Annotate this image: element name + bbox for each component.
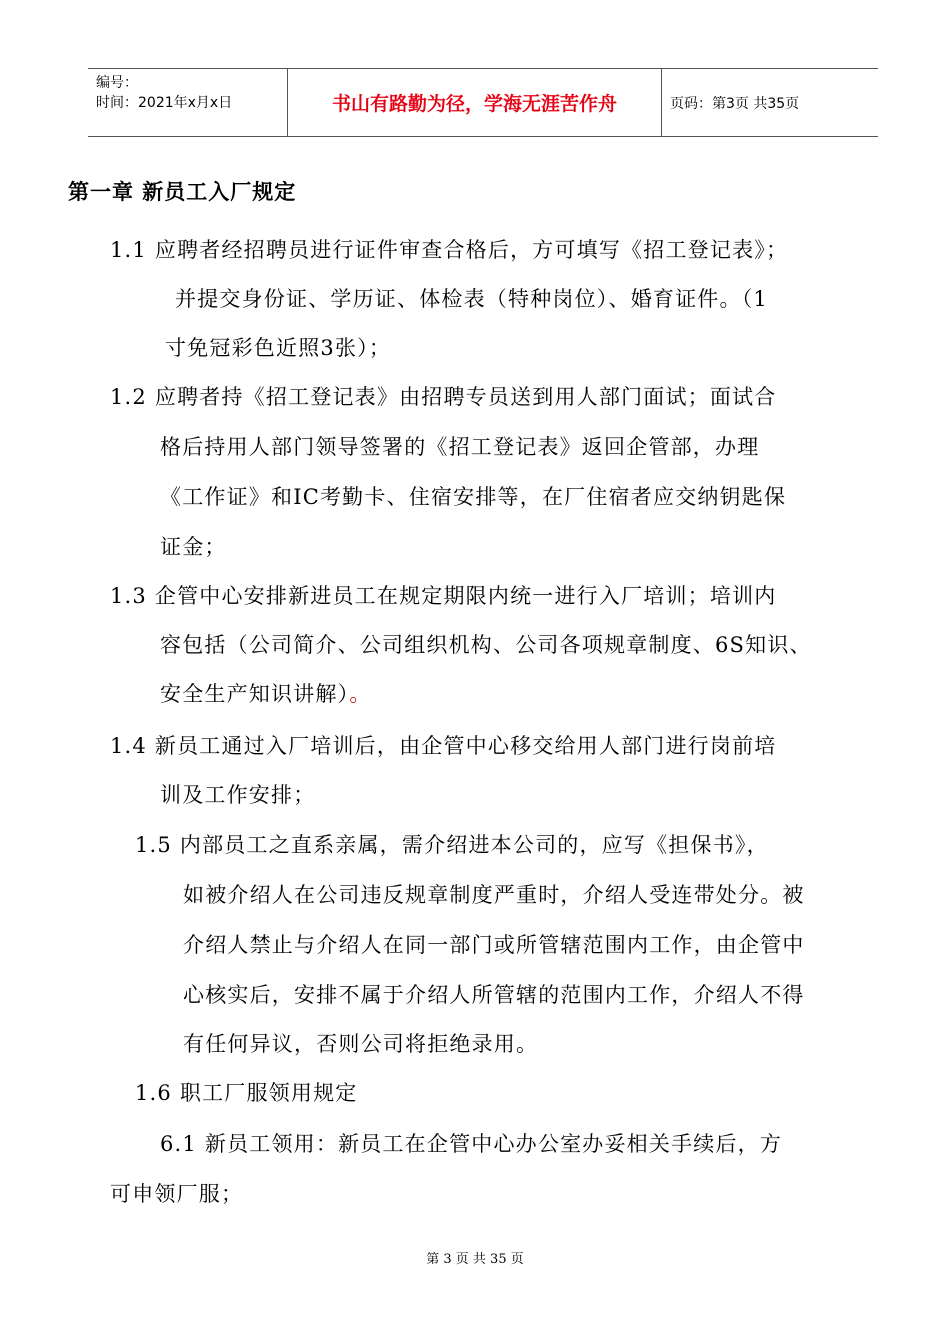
paragraph-line: 寸免冠彩色近照3张）； xyxy=(165,336,392,360)
paragraph-line: 1.5 内部员工之直系亲属，需介绍进本公司的，应写《担保书》， xyxy=(135,833,769,857)
paragraph-line: 6.1 新员工领用：新员工在企管中心办公室办妥相关手续后，方 xyxy=(160,1132,783,1156)
document-time: 时间：2021年x月x日 xyxy=(96,95,233,111)
paragraph-line: 《工作证》和IC考勤卡、住宿安排等，在厂住宿者应交纳钥匙保 xyxy=(160,485,787,509)
page-header xyxy=(88,68,878,137)
section-heading: 1.6 职工厂服领用规定 xyxy=(135,1081,358,1105)
paragraph-line: 1.2 应聘者持《招工登记表》由招聘专员送到用人部门面试；面试合 xyxy=(110,385,777,409)
paragraph-line: 格后持用人部门领导签署的《招工登记表》返回企管部，办理 xyxy=(160,435,760,459)
paragraph-line: 1.1 应聘者经招聘员进行证件审查合格后，方可填写《招工登记表》； xyxy=(110,238,789,262)
paragraph-end-mark: 。 xyxy=(349,682,372,706)
paragraph-line: 如被介绍人在公司违反规章制度严重时，介绍人受连带处分。被 xyxy=(183,883,805,907)
paragraph-text: 安全生产知识讲解） xyxy=(160,682,350,706)
header-motto: 书山有路勤为径，学海无涯苦作舟 xyxy=(288,69,662,136)
paragraph-line: 1.4 新员工通过入厂培训后，由企管中心移交给用人部门进行岗前培 xyxy=(110,734,777,758)
paragraph-line: 心核实后，安排不属于介绍人所管辖的范围内工作，介绍人不得 xyxy=(183,983,805,1007)
paragraph-line xyxy=(160,678,372,708)
paragraph-line: 有任何异议，否则公司将拒绝录用。 xyxy=(183,1032,539,1056)
document-number-label: 编号： xyxy=(96,75,138,91)
paragraph-line: 容包括（公司简介、公司组织机构、公司各项规章制度、6S知识、 xyxy=(160,633,812,657)
paragraph-line: 训及工作安排； xyxy=(160,783,316,807)
paragraph-line: 证金； xyxy=(160,535,227,559)
header-page-info: 页码：第3页 共35页 xyxy=(670,95,800,112)
header-meta xyxy=(88,69,288,136)
paragraph-line: 并提交身份证、学历证、体检表（特种岗位）、婚育证件。（1 xyxy=(175,287,768,311)
page-footer: 第 3 页 共 35 页 xyxy=(426,1252,524,1267)
paragraph-line: 1.3 企管中心安排新进员工在规定期限内统一进行入厂培训；培训内 xyxy=(110,584,777,608)
paragraph-line: 可申领厂服； xyxy=(110,1182,244,1206)
paragraph-line: 介绍人禁止与介绍人在同一部门或所管辖范围内工作，由企管中 xyxy=(183,933,805,957)
chapter-title: 第一章 新员工入厂规定 xyxy=(68,180,297,204)
